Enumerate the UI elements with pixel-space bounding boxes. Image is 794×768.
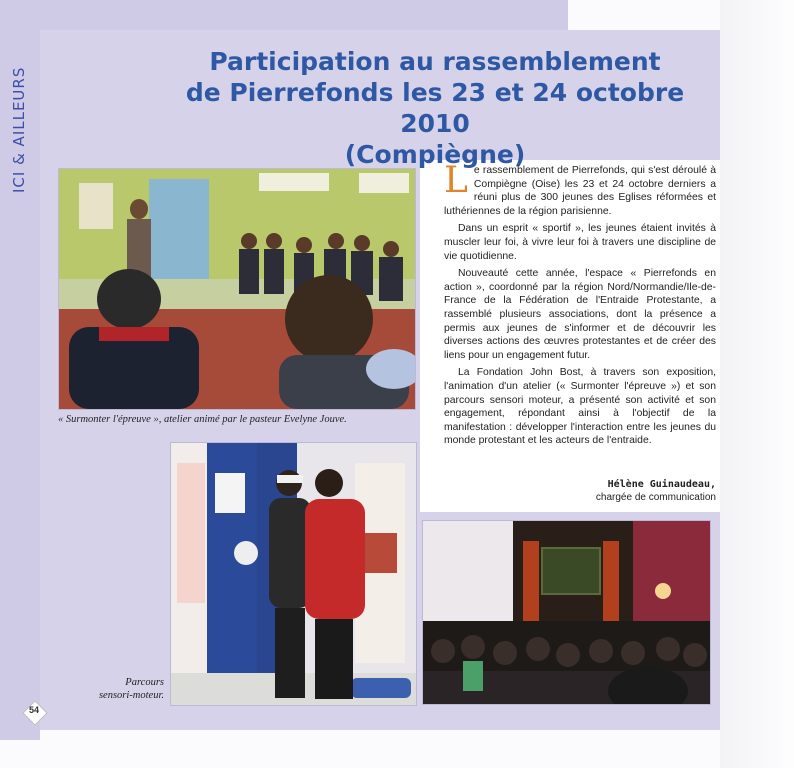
photo-hall <box>422 520 711 705</box>
photo-workshop <box>58 168 416 410</box>
caption-line-2: sensori-moteur. <box>98 690 164 701</box>
title-line-1: Participation au rassemblement <box>209 47 661 76</box>
author-name: Hélène Guinaudeau, <box>607 479 716 490</box>
caption-line-1: Parcours <box>125 677 164 688</box>
section-label: ICI & AILLEURS <box>10 66 28 194</box>
paragraph-text: e rassemblement de Pierrefonds, qui s'est déroulé à Compiègne (Oise) les 23 et 24 octobre derniers a réuni plus de 300 jeunes des Eglises réformées et luthériennes de la région parisienne. <box>444 165 716 217</box>
article-paragraph: Dans un esprit « sportif », les jeunes étaient invités à muscler leur foi, à vivre leur foi à travers une discipline de vie quotidienne. <box>444 223 716 262</box>
author-role: chargée de communication <box>595 492 716 503</box>
scan-edge <box>720 0 794 768</box>
page-number-text: 54 <box>28 705 39 715</box>
photo-sensory-path <box>170 442 417 706</box>
article-body <box>444 160 716 452</box>
author-signature <box>520 478 716 504</box>
article-paragraph: Nouveauté cette année, l'espace « Pierrefonds en action », coordonné par la région Nord/Normandie/Ile-de-France de la Fédération de l'Entraide Protestante, a rassemblé plusieurs associations, dont la présence a permis aux jeunes de s'informer et de découvrir les diverses actions des œuvres protestantes et de créer des liens pour un engagement futur. <box>444 268 716 361</box>
drop-cap: L <box>444 160 468 201</box>
article-title <box>150 46 720 170</box>
photo-caption-sensory-path <box>62 676 164 702</box>
page-number <box>22 700 46 724</box>
article-paragraph <box>444 160 716 218</box>
top-band <box>0 0 568 30</box>
title-line-2: de Pierrefonds les 23 et 24 octobre 2010 <box>185 78 685 138</box>
photo-caption-workshop: « Surmonter l'épreuve », atelier animé par le pasteur Evelyne Jouve. <box>58 414 347 425</box>
article-paragraph: La Fondation John Bost, à travers son exposition, l'animation d'un atelier (« Surmonter l'épreuve ») et son parcours sensori moteur, a présenté son activité et son engagement, répondant ainsi à l'objectif de la manifestation : développer l'interaction entre les jeunes du monde protestant et les acteurs de l'entraide. <box>444 367 716 447</box>
title-line-3: (Compiègne) <box>344 140 526 169</box>
